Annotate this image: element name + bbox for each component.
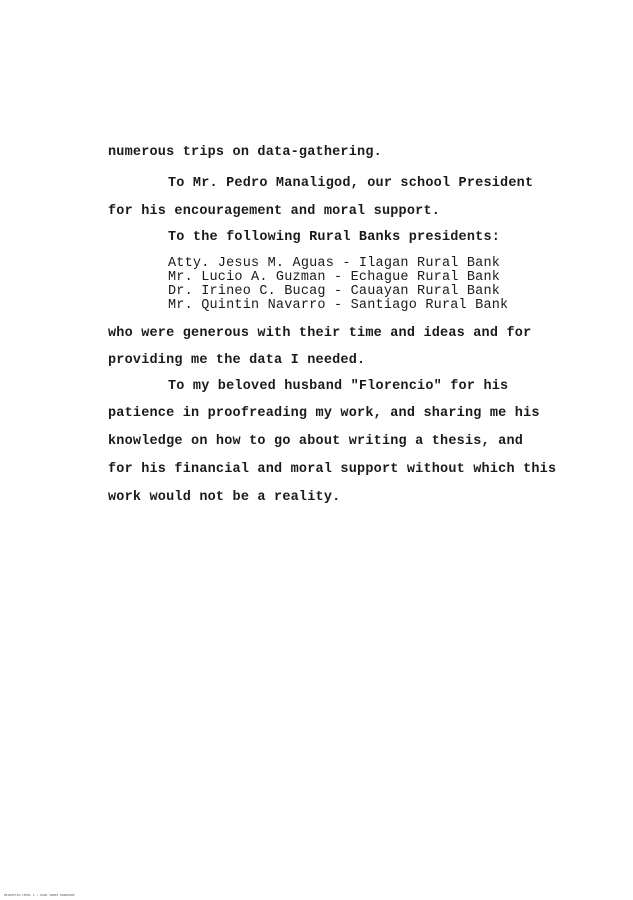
microfilm-footer: MICROFILM LEVEL 1 • PAGE INDEX 00000000: [4, 893, 75, 897]
bank-president-line: Dr. Irineo C. Bucag - Cauayan Rural Bank: [168, 284, 501, 299]
bank-president-line: Atty. Jesus M. Aguas - Ilagan Rural Bank: [168, 256, 501, 271]
text-line: patience in proofreading my work, and sharing me his: [108, 406, 540, 421]
text-line: who were generous with their time and ideas and for: [108, 326, 532, 341]
text-line: work would not be a reality.: [108, 490, 341, 505]
text-line: To Mr. Pedro Manaligod, our school President: [168, 176, 534, 191]
bank-president-line: Mr. Lucio A. Guzman - Echague Rural Bank: [168, 270, 501, 285]
bank-president-line: Mr. Quintin Navarro - Santiago Rural Bank: [168, 298, 509, 313]
text-line: for his encouragement and moral support.: [108, 204, 441, 219]
text-line: knowledge on how to go about writing a thesis, and: [108, 434, 524, 449]
text-line: To my beloved husband "Florencio" for his: [168, 379, 509, 394]
text-line: To the following Rural Banks presidents:: [168, 230, 501, 245]
text-line: providing me the data I needed.: [108, 353, 366, 368]
text-line: for his financial and moral support without which this: [108, 462, 557, 477]
text-line: numerous trips on data-gathering.: [108, 145, 382, 160]
